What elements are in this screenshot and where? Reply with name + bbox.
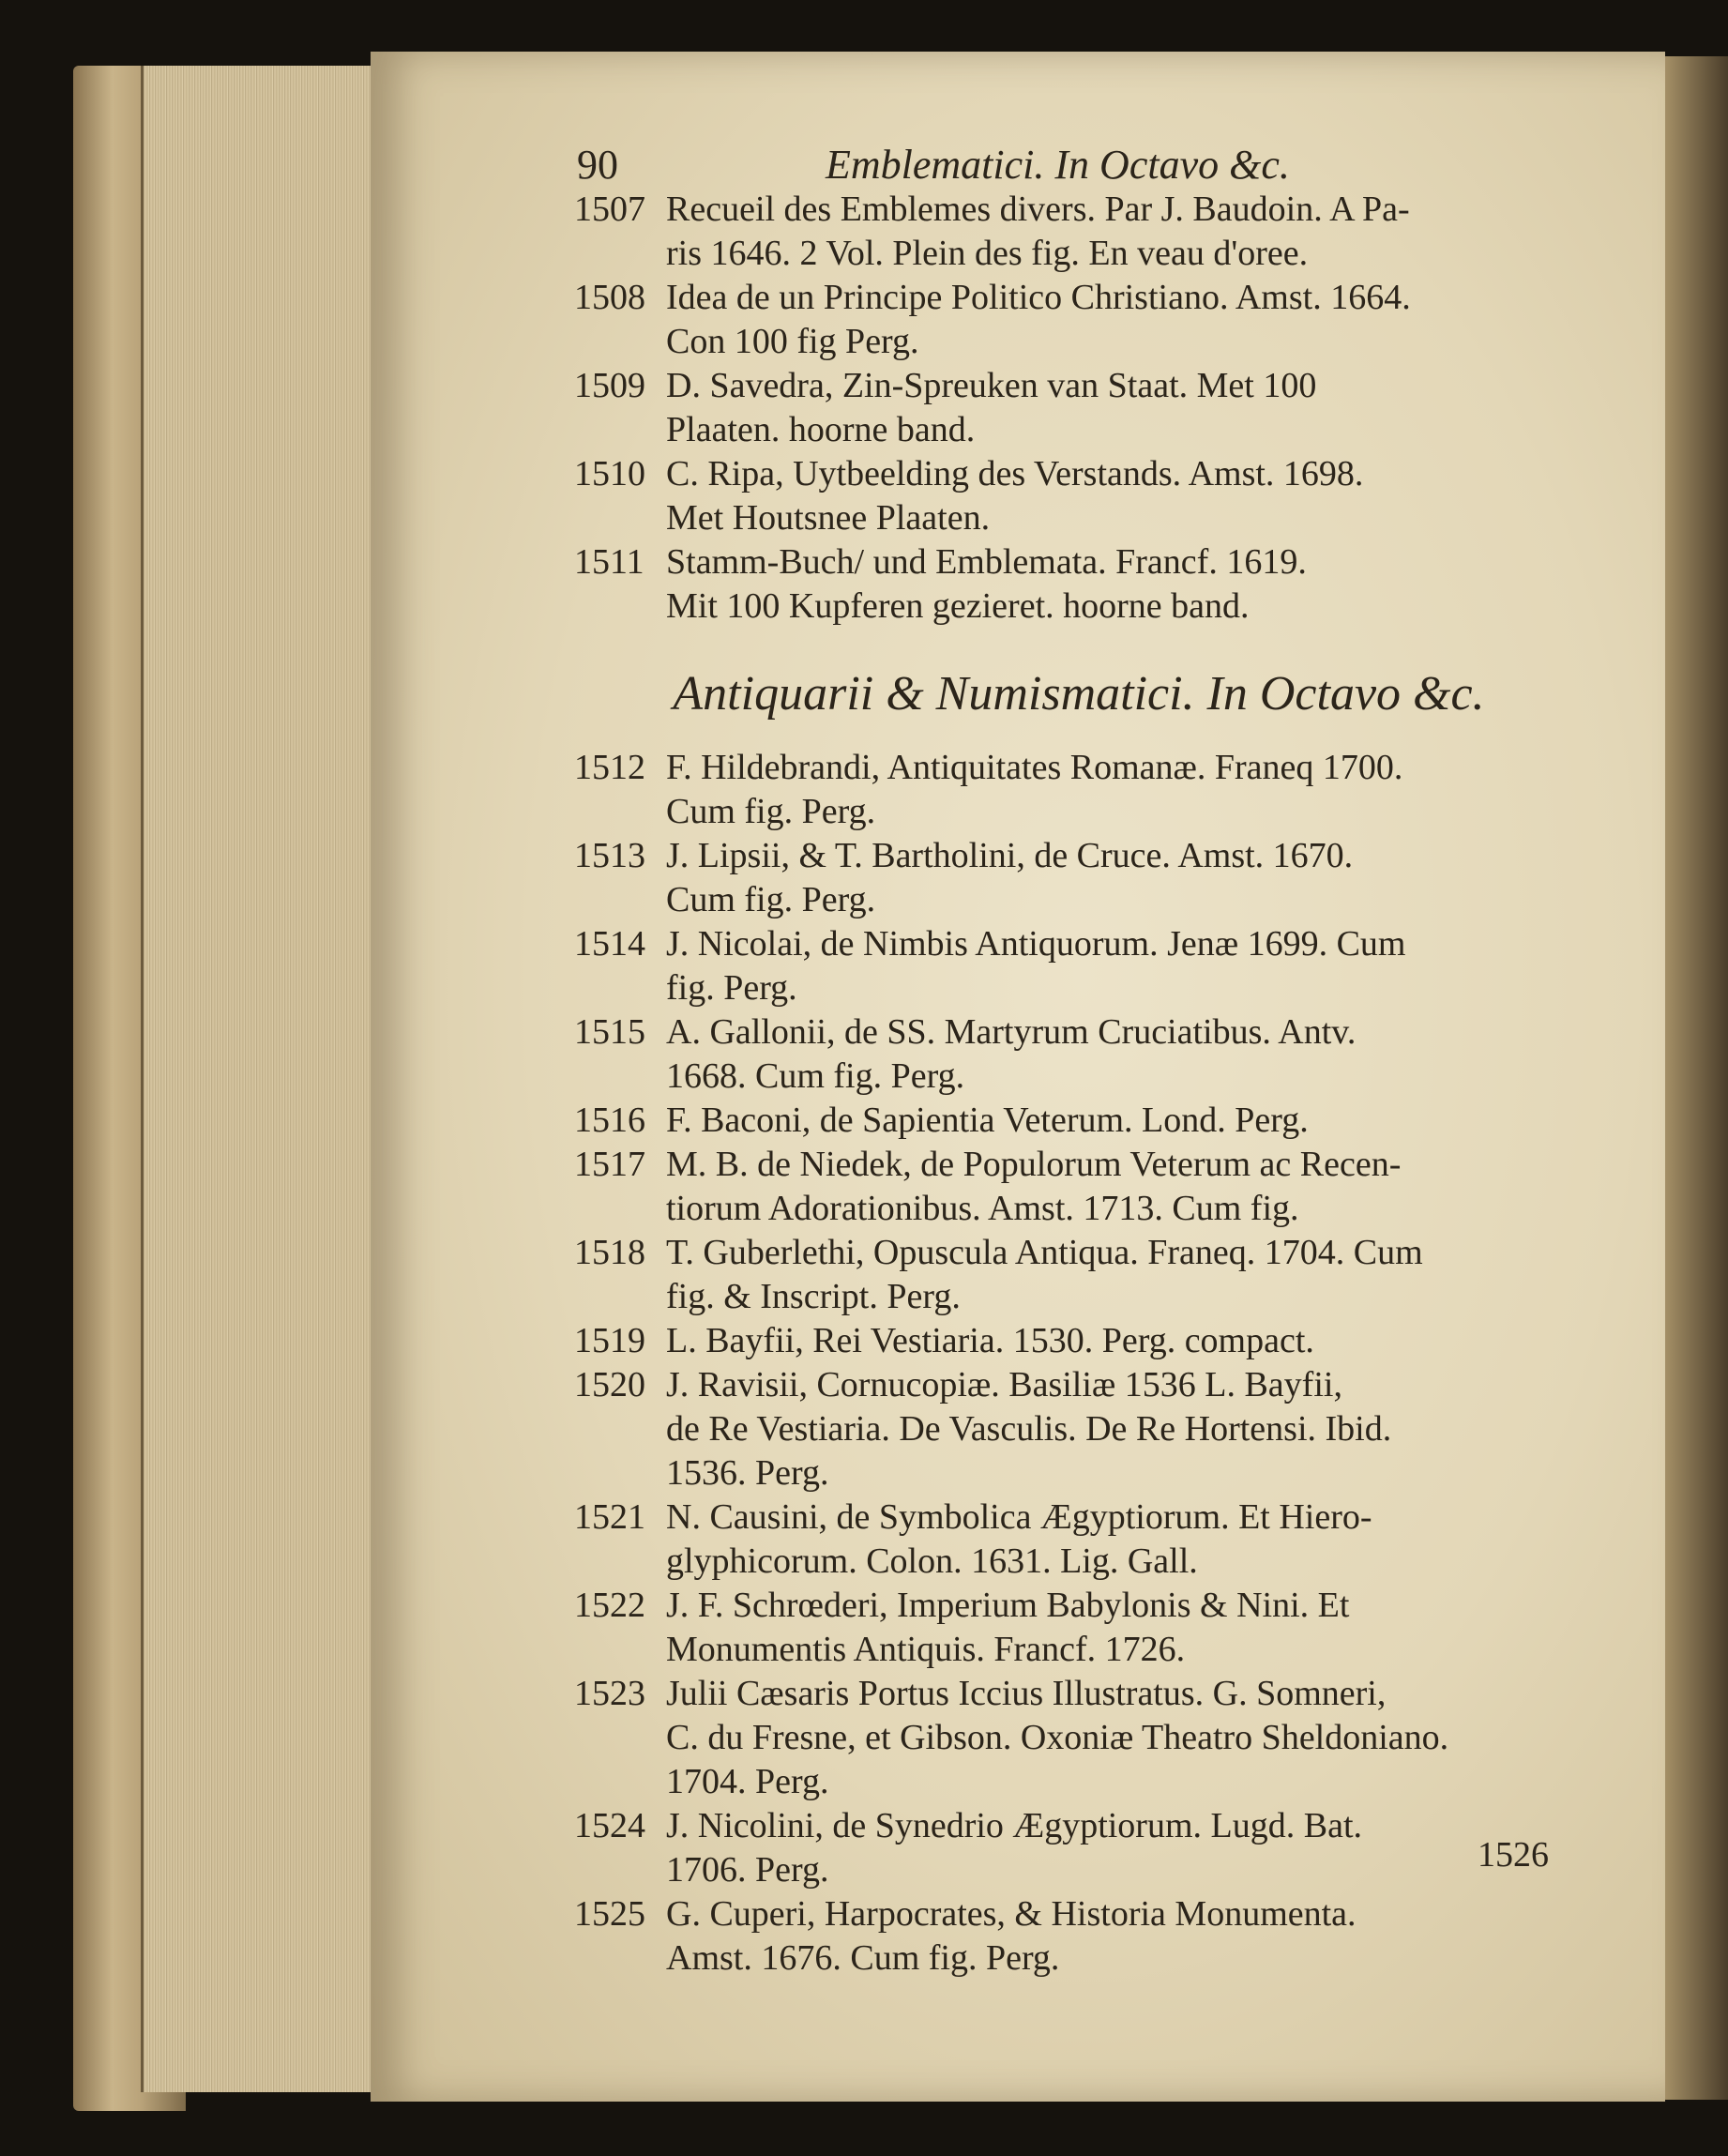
entry-number: 1518 bbox=[574, 1233, 645, 1272]
entry-line: ris 1646. 2 Vol. Plein des fig. En veau d'oree. bbox=[666, 234, 1309, 273]
running-head bbox=[563, 131, 1595, 188]
entry-line: J. F. Schrœderi, Imperium Babylonis & Nini. Et bbox=[666, 1586, 1350, 1625]
entry-line: Recueil des Emblemes divers. Par J. Baudoin. A Pa- bbox=[666, 190, 1410, 229]
catalog-entry bbox=[563, 1010, 1595, 1099]
entry-line: 1536. Perg. bbox=[666, 1453, 829, 1493]
entry-line: 1668. Cum fig. Perg. bbox=[666, 1056, 965, 1096]
entry-number: 1507 bbox=[574, 190, 645, 229]
entry-line: J. Nicolini, de Synedrio Ægyptiorum. Lugd. Bat. bbox=[666, 1806, 1363, 1845]
catalog-entry bbox=[563, 364, 1595, 452]
entry-line: J. Ravisii, Cornucopiæ. Basiliæ 1536 L. Bayfii, bbox=[666, 1365, 1342, 1404]
entry-line: N. Causini, de Symbolica Ægyptiorum. Et Hiero- bbox=[666, 1497, 1372, 1537]
entry-number: 1524 bbox=[574, 1806, 645, 1845]
entry-line: glyphicorum. Colon. 1631. Lig. Gall. bbox=[666, 1541, 1198, 1581]
entry-line: Stamm-Buch/ und Emblemata. Francf. 1619. bbox=[666, 542, 1307, 582]
catalog-entry bbox=[563, 1363, 1595, 1496]
entry-number: 1522 bbox=[574, 1586, 645, 1625]
catalog-entry bbox=[563, 1672, 1595, 1804]
entry-number: 1508 bbox=[574, 278, 645, 317]
entry-line: C. du Fresne, et Gibson. Oxoniæ Theatro Sheldoniano. bbox=[666, 1718, 1449, 1757]
entry-line: A. Gallonii, de SS. Martyrum Cruciatibus. Antv. bbox=[666, 1012, 1357, 1052]
running-title: Emblematici. In Octavo &c. bbox=[826, 142, 1290, 188]
entry-number: 1514 bbox=[574, 924, 645, 964]
emblematici-list bbox=[563, 188, 1595, 629]
catalog-entry bbox=[563, 1496, 1595, 1584]
entry-line: G. Cuperi, Harpocrates, & Historia Monumenta. bbox=[666, 1894, 1357, 1934]
entry-number: 1517 bbox=[574, 1145, 645, 1184]
section-heading: Antiquarii & Numismatici. In Octavo &c. bbox=[673, 667, 1485, 721]
catalog-entry bbox=[563, 1319, 1595, 1363]
entry-line: Plaaten. hoorne band. bbox=[666, 410, 976, 449]
entry-number: 1520 bbox=[574, 1365, 645, 1404]
entry-line: 1704. Perg. bbox=[666, 1762, 829, 1801]
page-block-edges bbox=[141, 66, 378, 2092]
entry-line: fig. & Inscript. Perg. bbox=[666, 1277, 961, 1316]
entry-line: L. Bayfii, Rei Vestiaria. 1530. Perg. compact. bbox=[666, 1321, 1314, 1360]
entry-line: Idea de un Principe Politico Christiano. Amst. 1664. bbox=[666, 278, 1411, 317]
entry-number: 1510 bbox=[574, 454, 645, 493]
catalog-entry bbox=[563, 1231, 1595, 1319]
catalog-entry bbox=[563, 1892, 1595, 1981]
entry-line: Amst. 1676. Cum fig. Perg. bbox=[666, 1938, 1060, 1978]
antiquarii-list bbox=[563, 746, 1595, 1981]
catalog-entry bbox=[563, 922, 1595, 1010]
page-number: 90 bbox=[577, 142, 618, 188]
entry-line: F. Baconi, de Sapientia Veterum. Lond. Perg. bbox=[666, 1101, 1309, 1140]
catalog-entry bbox=[563, 834, 1595, 922]
catalog-entry bbox=[563, 1584, 1595, 1672]
facing-page-edge bbox=[1665, 56, 1728, 2100]
catalog-entry bbox=[563, 1099, 1595, 1143]
catalog-entry bbox=[563, 1143, 1595, 1231]
entry-line: Mit 100 Kupferen gezieret. hoorne band. bbox=[666, 586, 1250, 626]
catalog-entry bbox=[563, 188, 1595, 276]
entry-line: M. B. de Niedek, de Populorum Veterum ac Recen- bbox=[666, 1145, 1402, 1184]
entry-line: de Re Vestiaria. De Vasculis. De Re Hortensi. Ibid. bbox=[666, 1409, 1392, 1449]
entry-number: 1516 bbox=[574, 1101, 645, 1140]
entry-number: 1519 bbox=[574, 1321, 645, 1360]
page-content bbox=[563, 131, 1595, 1981]
entry-number: 1523 bbox=[574, 1674, 645, 1713]
entry-line: T. Guberlethi, Opuscula Antiqua. Franeq. 1704. Cum bbox=[666, 1233, 1423, 1272]
entry-number: 1509 bbox=[574, 366, 645, 405]
entry-line: Monumentis Antiquis. Francf. 1726. bbox=[666, 1630, 1186, 1669]
entry-line: Cum fig. Perg. bbox=[666, 880, 876, 919]
entry-number: 1525 bbox=[574, 1894, 645, 1934]
catalog-entry bbox=[563, 1804, 1595, 1892]
entry-number: 1512 bbox=[574, 748, 645, 787]
entry-line: 1706. Perg. bbox=[666, 1850, 829, 1890]
entry-line: J. Nicolai, de Nimbis Antiquorum. Jenæ 1699. Cum bbox=[666, 924, 1406, 964]
entry-number: 1511 bbox=[574, 542, 644, 582]
catalog-entry bbox=[563, 540, 1595, 629]
entry-line: Con 100 fig Perg. bbox=[666, 322, 919, 361]
entry-line: J. Lipsii, & T. Bartholini, de Cruce. Amst. 1670. bbox=[666, 836, 1354, 875]
entry-line: fig. Perg. bbox=[666, 968, 797, 1008]
entry-line: D. Savedra, Zin-Spreuken van Staat. Met 100 bbox=[666, 366, 1317, 405]
entry-number: 1513 bbox=[574, 836, 645, 875]
entry-number: 1515 bbox=[574, 1012, 645, 1052]
catalog-entry bbox=[563, 746, 1595, 834]
entry-line: Met Houtsnee Plaaten. bbox=[666, 498, 991, 538]
catalog-entry bbox=[563, 452, 1595, 540]
catchword: 1526 bbox=[1478, 1835, 1549, 1875]
entry-number: 1521 bbox=[574, 1497, 645, 1537]
entry-line: Cum fig. Perg. bbox=[666, 792, 876, 831]
entry-line: Julii Cæsaris Portus Iccius Illustratus. G. Somneri, bbox=[666, 1674, 1387, 1713]
catalog-entry bbox=[563, 276, 1595, 364]
entry-line: C. Ripa, Uytbeelding des Verstands. Amst. 1698. bbox=[666, 454, 1364, 493]
entry-line: F. Hildebrandi, Antiquitates Romanæ. Franeq 1700. bbox=[666, 748, 1403, 787]
entry-line: tiorum Adorationibus. Amst. 1713. Cum fig. bbox=[666, 1189, 1299, 1228]
